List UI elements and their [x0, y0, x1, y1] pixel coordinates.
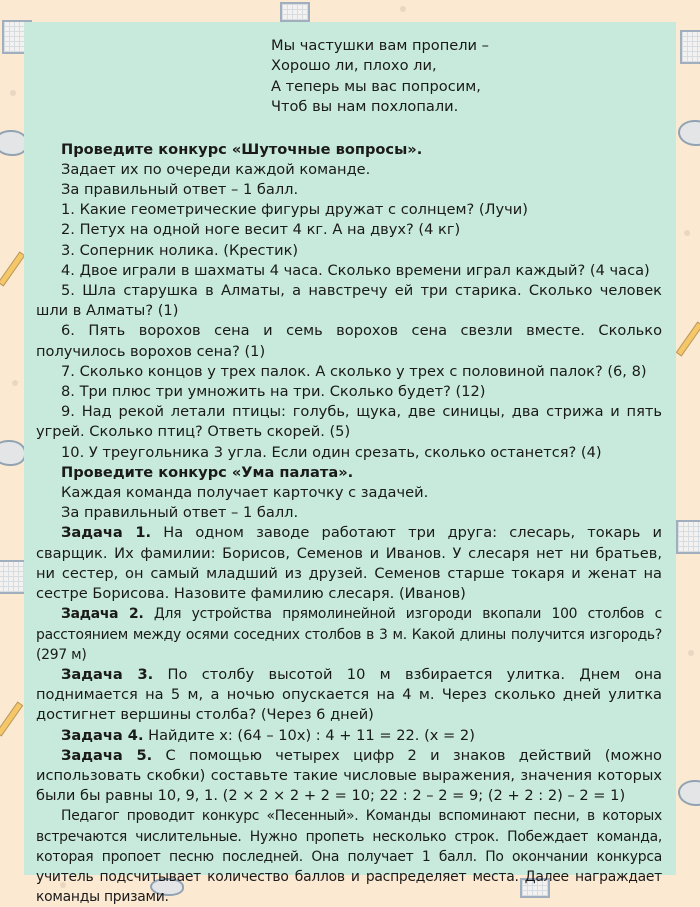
- content-panel: [24, 22, 676, 906]
- question: 4. Двое играли в шахматы 4 часа. Сколько времени играл каждый? (4 часа): [61, 261, 650, 279]
- question: 3. Соперник нолика. (Крестик): [61, 241, 299, 259]
- task-text: По столбу высотой 10 м взбирается улитка. Днем она поднимается на 5 м, а ночью опускается на 4 м. Через сколько дней улитка достигнет вершины столба? (Через 6 дней): [36, 665, 662, 724]
- poem-line: А теперь мы вас попросим,: [271, 77, 481, 95]
- closing-paragraph: Педагог проводит конкурс «Песенный». Команды вспоминают песни, в которых встречаются числительные. Нужно пропеть несколько строк. Побеждает команда, которая пропоет песню последней. Она получает 1 балл. По окончании конкурса учитель подсчитывает количество баллов и распределяет места. Далее награждает команды призами.: [36, 808, 662, 906]
- palette-icon: [0, 440, 26, 466]
- notepad-icon: [0, 560, 26, 594]
- task-label: Задача 3.: [61, 665, 154, 683]
- contest2-intro: Каждая команда получает карточку с задачей.: [61, 484, 429, 502]
- task-3: [36, 665, 662, 726]
- question: 6. Пять ворохов сена и семь ворохов сена свезли вместе. Сколько получилось ворохов сена? (1): [36, 322, 662, 360]
- pencil-icon: [0, 251, 25, 286]
- task-label: Задача 4.: [61, 726, 144, 744]
- task-text: Для устройства прямолинейной изгороди вкопали 100 столбов с расстоянием между осями соседних столбов в 3 м. Какой длины получится изгородь? (297 м): [36, 606, 662, 663]
- pencil-icon: [676, 321, 700, 356]
- palette-icon: [678, 120, 700, 146]
- pencil-icon: [0, 701, 23, 736]
- contest1-score: За правильный ответ – 1 балл.: [61, 181, 299, 199]
- notepad-icon: [680, 30, 700, 64]
- poem-line: Мы частушки вам пропели –: [271, 37, 489, 54]
- task-text: На одном заводе работают три друга: слесарь, токарь и сварщик. Их фамилии: Борисов, Семенов и Иванов. У слесаря нет ни братьев, ни сестер, он самый младший из друзей. Семенов старше токаря и женат на сестре Борисова. Назовите фамилию слесаря. (Иванов): [36, 524, 663, 603]
- body-text: [36, 140, 663, 907]
- question: 9. Над рекой летали птицы: голубь, щука, две синицы, два стрижа и пять угрей. Сколько птиц? Ответь скорей. (5): [36, 403, 662, 441]
- question: 8. Три плюс три умножить на три. Сколько будет? (12): [61, 383, 486, 401]
- palette-icon: [678, 780, 700, 806]
- task-2: [36, 604, 662, 665]
- question: 2. Петух на одной ноге весит 4 кг. А на двух? (4 кг): [61, 221, 461, 239]
- task-1: [36, 523, 662, 604]
- contest1-heading: Проведите конкурс «Шуточные вопросы».: [61, 140, 423, 158]
- task-text: Найдите х: (64 – 10х) : 4 + 11 = 22. (х = 2): [143, 726, 475, 744]
- question: 1. Какие геометрические фигуры дружат с солнцем? (Лучи): [61, 201, 528, 219]
- question: 7. Сколько концов у трех палок. А сколько у трех с половиной палок? (6, 8): [61, 362, 647, 380]
- notepad-icon: [676, 520, 700, 554]
- poem-line: Хорошо ли, плохо ли,: [271, 57, 437, 75]
- task-label: Задача 1.: [61, 524, 152, 542]
- task-label: Задача 5.: [61, 746, 153, 764]
- task-label: Задача 2.: [61, 606, 144, 623]
- contest2-score: За правильный ответ – 1 балл.: [61, 504, 299, 522]
- question: 5. Шла старушка в Алматы, а навстречу ей три старика. Сколько человек шли в Алматы? (1): [36, 282, 662, 320]
- poem: [271, 36, 662, 118]
- contest2-heading: Проведите конкурс «Ума палата».: [61, 463, 354, 481]
- contest1-intro: Задает их по очереди каждой команде.: [61, 160, 371, 178]
- task-5: [36, 746, 662, 807]
- poem-line: Чтоб вы нам похлопали.: [271, 98, 459, 116]
- task-4: [36, 726, 662, 746]
- question: 10. У треугольника 3 угла. Если один срезать, сколько останется? (4): [61, 443, 602, 461]
- task-text: С помощью четырех цифр 2 и знаков действий (можно использовать скобки) составьте такие числовые выражения, значения которых были бы равны 10, 9, 1. (2 × 2 × 2 + 2 = 10; 22 : 2 – 2 = 9; (2 + 2 : 2) – 2 = 1): [36, 746, 662, 805]
- notepad-icon: [280, 2, 310, 22]
